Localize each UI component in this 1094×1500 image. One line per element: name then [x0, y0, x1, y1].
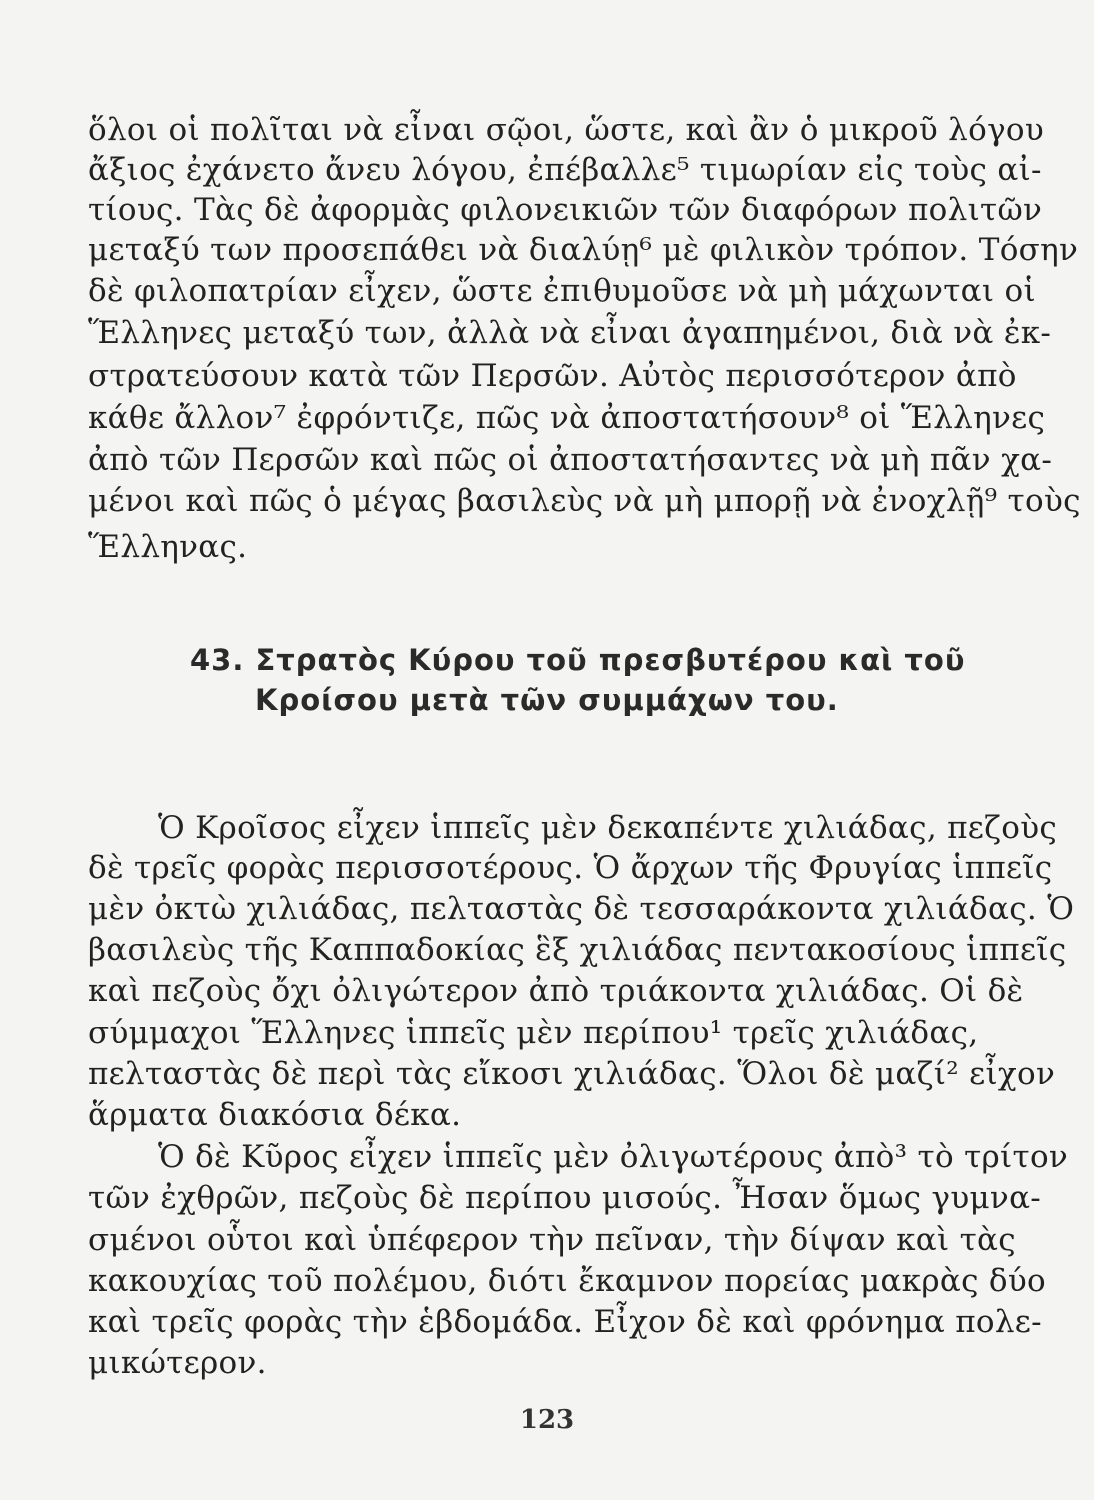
- text-line: δὲ φιλοπατρίαν εἶχεν, ὥστε ἐπιθυμοῦσε νὰ μὴ μάχωνται οἱ: [88, 273, 1036, 309]
- text-line: σμένοι οὗτοι καὶ ὑπέφερον τὴν πεῖναν, τὴν δίψαν καὶ τὰς: [88, 1222, 1016, 1258]
- text-line: πελταστὰς δὲ περὶ τὰς εἴκοσι χιλιάδας. Ὅλοι δὲ μαζί² εἶχον: [88, 1056, 1056, 1092]
- text-line: μένοι καὶ πῶς ὁ μέγας βασιλεὺς νὰ μὴ μπορῇ νὰ ἐνοχλῇ⁹ τοὺς: [88, 483, 1081, 519]
- text-line: μεταξύ των προσεπάθει νὰ διαλύῃ⁶ μὲ φιλικὸν τρόπον. Τόσην: [88, 232, 1079, 268]
- text-line: ὅλοι οἱ πολῖται νὰ εἶναι σῷοι, ὥστε, καὶ ἂν ὁ μικροῦ λόγου: [88, 112, 1045, 148]
- text-line: βασιλεὺς τῆς Καππαδοκίας ἓξ χιλιάδας πεντακοσίους ἱππεῖς: [88, 932, 1067, 968]
- text-line: ἄξιος ἐχάνετο ἄνευ λόγου, ἐπέβαλλε⁵ τιμωρίαν εἰς τοὺς αἰ-: [88, 152, 1042, 188]
- page-number: 123: [519, 1405, 575, 1435]
- text-line: κάθε ἄλλον⁷ ἐφρόντιζε, πῶς νὰ ἀποστατήσουν⁸ οἱ Ἕλληνες: [88, 400, 1046, 436]
- text-line: μὲν ὀκτὼ χιλιάδας, πελταστὰς δὲ τεσσαράκοντα χιλιάδας. Ὁ: [88, 891, 1075, 927]
- text-line: σύμμαχοι Ἕλληνες ἱππεῖς μὲν περίπου¹ τρεῖς χιλιάδας,: [88, 1015, 979, 1051]
- text-line: Ἕλληνες μεταξύ των, ἀλλὰ νὰ εἶναι ἀγαπημένοι, διὰ νὰ ἐκ-: [88, 315, 1052, 351]
- text-line: Ἕλληνας.: [88, 529, 248, 565]
- section-heading-line-1: 43. Στρατὸς Κύρου τοῦ πρεσβυτέρου καὶ τοῦ: [190, 643, 966, 677]
- text-line: ἀπὸ τῶν Περσῶν καὶ πῶς οἱ ἀποστατήσαντες νὰ μὴ πᾶν χα-: [88, 442, 1053, 478]
- text-line: δὲ τρεῖς φορὰς περισσοτέρους. Ὁ ἄρχων τῆς Φρυγίας ἱππεῖς: [88, 850, 1053, 886]
- text-line: τῶν ἐχθρῶν, πεζοὺς δὲ περίπου μισούς. Ἦσαν ὅμως γυμνα-: [88, 1180, 1042, 1216]
- text-line: μικώτερον.: [88, 1345, 267, 1381]
- text-line: Ὁ Κροῖσος εἶχεν ἱππεῖς μὲν δεκαπέντε χιλιάδας, πεζοὺς: [158, 810, 1058, 846]
- text-line: καὶ τρεῖς φορὰς τὴν ἑβδομάδα. Εἶχον δὲ καὶ φρόνημα πολε-: [88, 1304, 1042, 1340]
- text-line: τίους. Τὰς δὲ ἀφορμὰς φιλονεικιῶν τῶν διαφόρων πολιτῶν: [88, 192, 1043, 228]
- text-line: καὶ πεζοὺς ὄχι ὀλιγώτερον ἀπὸ τριάκοντα χιλιάδας. Οἱ δὲ: [88, 973, 1024, 1009]
- text-line: κακουχίας τοῦ πολέμου, διότι ἔκαμνον πορείας μακρὰς δύο: [88, 1263, 1046, 1299]
- text-line: ἅρματα διακόσια δέκα.: [88, 1097, 462, 1133]
- text-line: Ὁ δὲ Κῦρος εἶχεν ἱππεῖς μὲν ὀλιγωτέρους ἀπὸ³ τὸ τρίτον: [158, 1139, 1069, 1175]
- section-heading-line-2: Κροίσου μετὰ τῶν συμμάχων του.: [255, 683, 839, 717]
- text-line: στρατεύσουν κατὰ τῶν Περσῶν. Αὐτὸς περισσότερον ἀπὸ: [88, 358, 1017, 394]
